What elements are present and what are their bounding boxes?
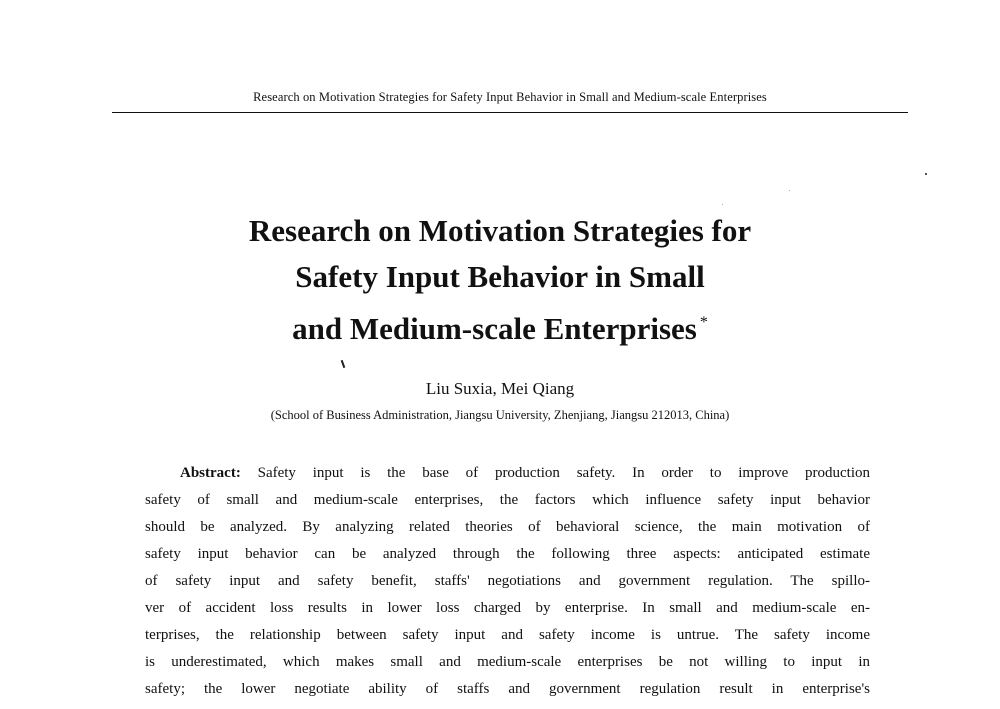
abstract-line-1-text: Safety input is the base of production safety. In order to improve production: [240, 465, 870, 481]
title-line-3-text: and Medium-scale Enterprises: [292, 311, 697, 346]
title-line-2: Safety Input Behavior in Small: [295, 259, 705, 294]
authors: Liu Suxia, Mei Qiang: [425, 379, 575, 398]
abstract-line-9: safety; the lower negotiate ability of staffs and government regulation result in enterprise's: [145, 681, 870, 697]
scan-speck: [789, 190, 790, 191]
abstract-line-2: safety of small and medium-scale enterprises, the factors which influence safety input behavior: [145, 492, 870, 508]
abstract-line-6: ver of accident loss results in lower loss charged by enterprise. In small and medium-scale en-: [145, 600, 870, 616]
title-line-3: [0, 300, 1000, 352]
title-footnote-mark: *: [699, 314, 708, 331]
abstract-line-8: is underestimated, which makes small and medium-scale enterprises be not willing to input in: [145, 654, 870, 670]
abstract: [145, 460, 870, 703]
abstract-line-5: of safety input and safety benefit, staffs' negotiations and government regulation. The spillo-: [145, 573, 870, 589]
abstract-line-1: [145, 460, 870, 487]
paper-title: [0, 208, 1000, 352]
abstract-line-4: safety input behavior can be analyzed through the following three aspects: anticipated estimate: [145, 546, 870, 562]
title-line-1: Research on Motivation Strategies for: [248, 213, 752, 248]
scan-speck: [925, 173, 927, 175]
scan-speck: [341, 360, 346, 368]
affiliation: (School of Business Administration, Jiangsu University, Zhenjiang, Jiangsu 212013, China): [270, 408, 730, 422]
running-header: Research on Motivation Strategies for Safety Input Behavior in Small and Medium-scale Enterprises: [253, 90, 767, 104]
abstract-line-3: should be analyzed. By analyzing related theories of behavioral science, the main motivation of: [145, 519, 870, 535]
scan-speck: [722, 204, 723, 205]
header-rule: [112, 112, 908, 113]
abstract-label: Abstract:: [180, 465, 241, 481]
abstract-line-7: terprises, the relationship between safety input and safety income is untrue. The safety income: [145, 627, 870, 643]
